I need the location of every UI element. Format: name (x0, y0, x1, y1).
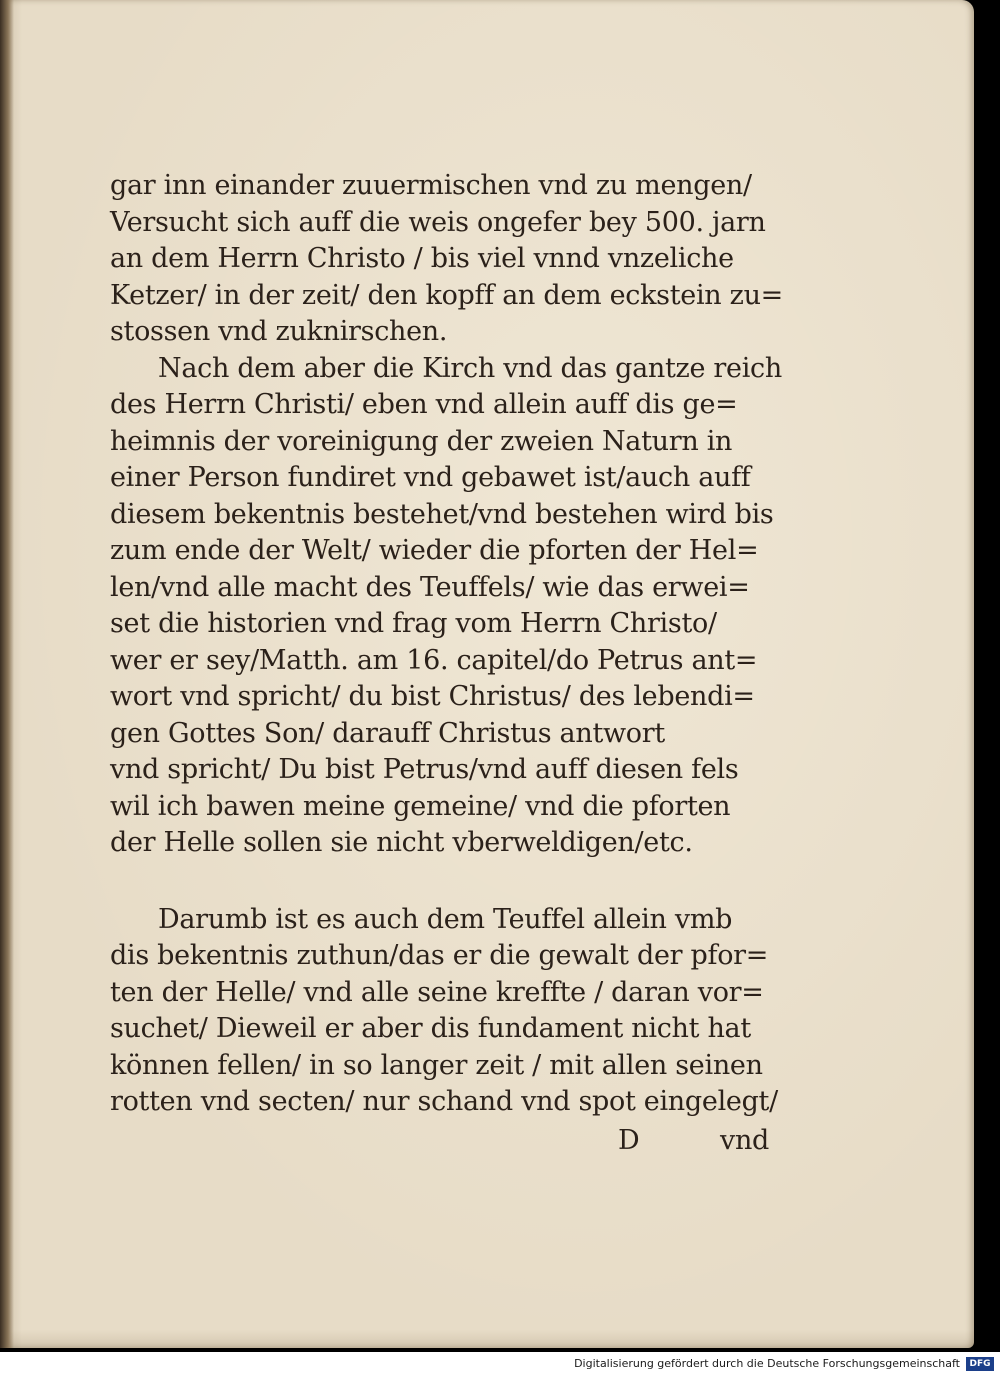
page-footer-marks (110, 1123, 830, 1163)
text-line: diesem bekentnis bestehet/vnd bestehen wird bis (110, 498, 774, 530)
text-line: zum ende der Welt/ wieder die pforten der Hel= (110, 535, 759, 566)
text-line: dis bekentnis zuthun/das er die gewalt der pfor= (110, 940, 769, 971)
text-line: suchet/ Dieweil er aber dis fundament nicht hat (110, 1013, 751, 1044)
text-line: heimnis der voreinigung der zweien Naturn in (110, 425, 733, 457)
text-line: an dem Herrn Christo / bis viel vnnd vnzeliche (110, 243, 734, 274)
text-line: gen Gottes Son/ darauff Christus antwort (110, 717, 665, 749)
paragraph-3 (110, 902, 830, 1121)
text-line: vnd spricht/ Du bist Petrus/vnd auff diesen fels (110, 754, 739, 785)
text-line: rotten vnd secten/ nur schand vnd spot eingelegt/ (110, 1086, 778, 1117)
text-line: Ketzer/ in der zeit/ den kopff an dem eckstein zu= (110, 279, 783, 311)
text-line: wort vnd spricht/ du bist Christus/ des lebendi= (110, 681, 755, 712)
dfg-logo: DFG (966, 1357, 994, 1371)
paragraph-spacer (110, 862, 830, 902)
paragraph-1 (110, 168, 830, 351)
text-line: ten der Helle/ vnd alle seine kreffte / daran vor= (110, 976, 764, 1008)
paragraph-2 (110, 351, 830, 862)
funding-credit: Digitalisierung gefördert durch die Deutsche Forschungsgemeinschaft (574, 1357, 960, 1370)
text-line: können fellen/ in so langer zeit / mit allen seinen (110, 1049, 763, 1081)
text-line: der Helle sollen sie nicht vberweldigen/etc. (110, 827, 693, 858)
text-line: Nach dem aber die Kirch vnd das gantze reich (158, 352, 782, 384)
text-line: wil ich bawen meine gemeine/ vnd die pforten (110, 790, 731, 822)
digitization-footer (0, 1352, 1000, 1376)
text-line: len/vnd alle macht des Teuffels/ wie das erwei= (110, 571, 750, 603)
text-line: set die historien vnd frag vom Herrn Christo/ (110, 608, 717, 639)
text-line: einer Person fundiret vnd gebawet ist/auch auff (110, 462, 751, 493)
text-line: wer er sey/Matth. am 16. capitel/do Petrus ant= (110, 644, 758, 676)
text-line: des Herrn Christi/ eben vnd allein auff dis ge= (110, 389, 738, 420)
catchword: vnd (720, 1124, 770, 1156)
text-line: Versucht sich auff die weis ongefer bey 500. jarn (110, 206, 766, 238)
text-line: gar inn einander zuuermischen vnd zu mengen/ (110, 170, 752, 201)
text-line: stossen vnd zuknirschen. (110, 316, 448, 347)
page-text-block (110, 168, 830, 1163)
page-gutter (0, 0, 14, 1348)
signature-mark: D (618, 1124, 640, 1156)
text-line: Darumb ist es auch dem Teuffel allein vmb (158, 903, 733, 935)
